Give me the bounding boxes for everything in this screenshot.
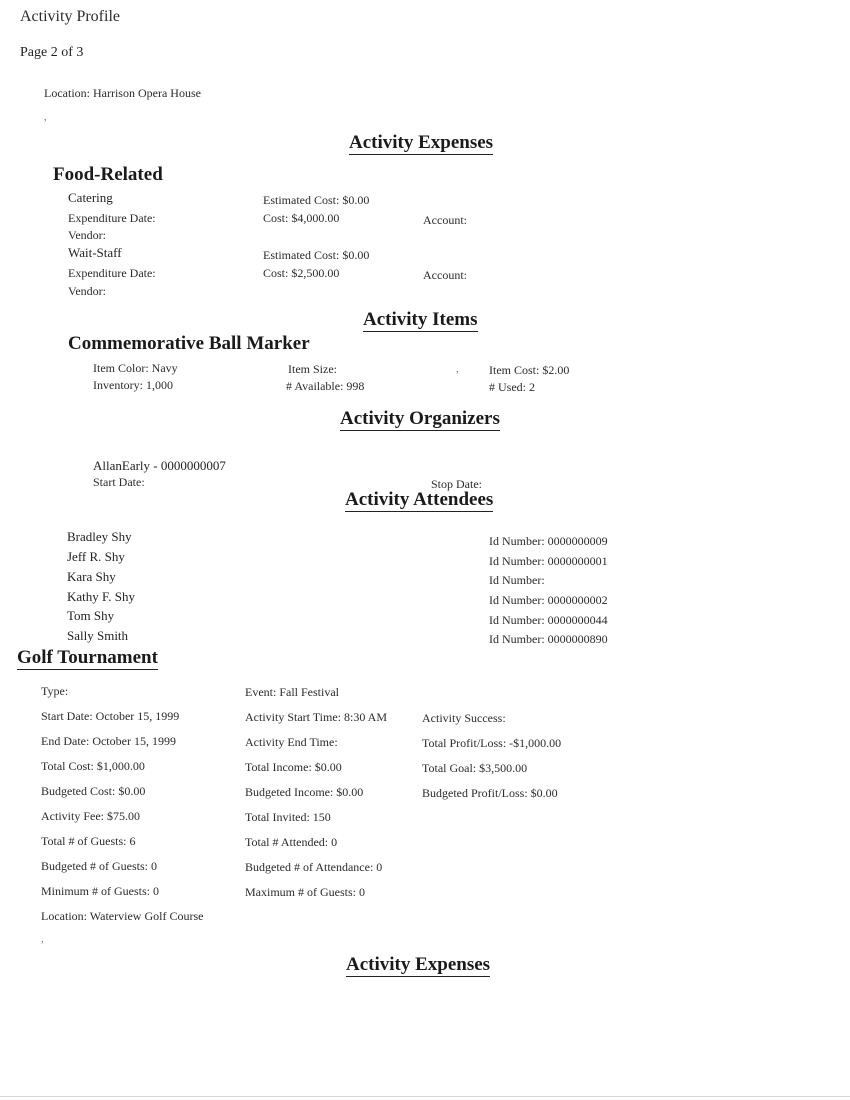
- golf-field-col1: Budgeted # of Guests: 0: [41, 859, 157, 873]
- scan-edge-line: [0, 1096, 850, 1097]
- expense-estimated-cost: Estimated Cost: $0.00: [263, 248, 370, 262]
- golf-expenses-heading: Activity Expenses: [346, 954, 491, 975]
- attendee-name: Tom Shy: [67, 608, 115, 623]
- attendee-id: Id Number: 0000000044: [489, 613, 608, 627]
- item-available: # Available: 998: [286, 379, 365, 393]
- golf-field-col1: Budgeted Cost: $0.00: [41, 784, 146, 798]
- item-name: Commemorative Ball Marker: [68, 333, 310, 354]
- golf-field-col1: Start Date: October 15, 1999: [41, 709, 180, 723]
- item-inventory: Inventory: 1,000: [93, 378, 173, 392]
- golf-field-col2: Event: Fall Festival: [245, 685, 339, 699]
- stray-mark: ,: [41, 934, 44, 945]
- golf-tournament-heading: Golf Tournament: [17, 647, 158, 668]
- item-used: # Used: 2: [489, 380, 535, 394]
- golf-field-col2: Total Income: $0.00: [245, 760, 342, 774]
- golf-field-col2: Activity End Time:: [245, 735, 338, 749]
- golf-field-col2: Total Invited: 150: [245, 810, 331, 824]
- organizer-start-date: Start Date:: [93, 475, 145, 489]
- expense-cost: Cost: $4,000.00: [263, 211, 340, 225]
- organizer-stop-date: Stop Date:: [431, 477, 482, 491]
- expense-estimated-cost: Estimated Cost: $0.00: [263, 193, 370, 207]
- attendee-id: Id Number: 0000000890: [489, 632, 608, 646]
- attendee-id: Id Number: 0000000009: [489, 534, 608, 548]
- attendee-name: Jeff R. Shy: [67, 549, 125, 564]
- food-related-heading: Food-Related: [53, 164, 163, 185]
- golf-field-col3: Budgeted Profit/Loss: $0.00: [422, 786, 558, 800]
- expense-account: Account:: [423, 213, 467, 227]
- item-size: Item Size:: [288, 362, 337, 376]
- golf-field-col2: Budgeted # of Attendance: 0: [245, 860, 383, 874]
- stray-mark: ,: [456, 364, 459, 375]
- activity-items-heading: Activity Items: [363, 309, 478, 330]
- organizer-name: AllanEarly - 0000000007: [93, 458, 226, 473]
- golf-field-col1: Type:: [41, 684, 69, 698]
- expense-cost: Cost: $2,500.00: [263, 266, 340, 280]
- golf-field-col3: Total Goal: $3,500.00: [422, 761, 528, 775]
- expense-date: Expenditure Date:: [68, 211, 156, 225]
- expense-date: Expenditure Date:: [68, 266, 156, 280]
- golf-field-col2: Activity Start Time: 8:30 AM: [245, 710, 388, 724]
- golf-field-col3: Total Profit/Loss: -$1,000.00: [422, 736, 562, 750]
- attendee-id: Id Number: 0000000002: [489, 593, 608, 607]
- expense-name: Catering: [68, 190, 113, 205]
- golf-field-col1: Activity Fee: $75.00: [41, 809, 140, 823]
- stray-mark: ,: [44, 112, 47, 123]
- golf-field-col2: Total # Attended: 0: [245, 835, 338, 849]
- attendee-name: Kathy F. Shy: [67, 589, 135, 604]
- expense-vendor: Vendor:: [68, 228, 106, 242]
- attendee-name: Kara Shy: [67, 569, 116, 584]
- expense-vendor: Vendor:: [68, 284, 106, 298]
- golf-field-col2: Maximum # of Guests: 0: [245, 885, 365, 899]
- golf-field-col1: Location: Waterview Golf Course: [41, 909, 204, 923]
- golf-field-col1: Total # of Guests: 6: [41, 834, 136, 848]
- item-color: Item Color: Navy: [93, 361, 178, 375]
- attendee-name: Sally Smith: [67, 628, 129, 643]
- activity-organizers-heading: Activity Organizers: [340, 408, 500, 429]
- report-title: Activity Profile: [20, 8, 120, 25]
- golf-field-col3: Activity Success:: [422, 711, 506, 725]
- expense-name: Wait-Staff: [68, 245, 122, 260]
- attendee-id: Id Number:: [489, 573, 545, 587]
- page-number: Page 2 of 3: [20, 45, 84, 60]
- activity-attendees-heading: Activity Attendees: [345, 489, 494, 510]
- golf-field-col2: Budgeted Income: $0.00: [245, 785, 364, 799]
- activity-location: Location: Harrison Opera House: [44, 86, 201, 100]
- activity-expenses-heading: Activity Expenses: [349, 132, 494, 153]
- golf-field-col1: Total Cost: $1,000.00: [41, 759, 145, 773]
- golf-field-col1: Minimum # of Guests: 0: [41, 884, 160, 898]
- item-cost: Item Cost: $2.00: [489, 363, 570, 377]
- expense-account: Account:: [423, 268, 467, 282]
- golf-field-col1: End Date: October 15, 1999: [41, 734, 176, 748]
- attendee-name: Bradley Shy: [67, 529, 132, 544]
- attendee-id: Id Number: 0000000001: [489, 554, 608, 568]
